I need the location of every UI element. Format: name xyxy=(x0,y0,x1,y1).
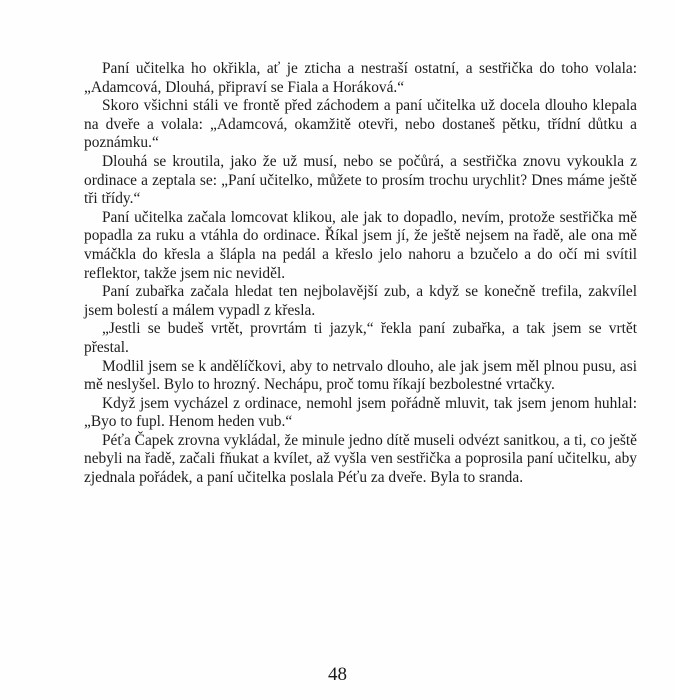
paragraph: Paní učitelka ho okřikla, ať je zticha a nestraší ostatní, a sestřička do toho volala: „Adamcová, Dlouhá, připraví se Fiala a Horáková.“ xyxy=(84,60,637,96)
body-text xyxy=(84,60,637,488)
paragraph: Dlouhá se kroutila, jako že už musí, nebo se počůrá, a sestřička znovu vykoukla z ordinace a zeptala se: „Paní učitelko, můžete to prosím trochu urychlit? Dnes máme ještě tři třídy.“ xyxy=(84,152,637,208)
paragraph: Péťa Čapek zrovna vykládal, že minule jedno dítě museli odvézt sanitkou, a ti, co ještě nebyli na řadě, začali fňukat a kvílet, až vyšla ven sestřička a poprosila paní učitelku, aby zjednala pořádek, a paní učitelka poslala Péťu za dveře. Byla to sranda. xyxy=(84,431,637,487)
paragraph: Paní učitelka začala lomcovat klikou, ale jak to dopadlo, nevím, protože sestřička mě popadla za ruku a vtáhla do ordinace. Říkal jsem jí, že ještě nejsem na řadě, ale ona mě vmáčkla do křesla a šlápla na pedál a křeslo jelo nahoru a bzučelo a do očí mi svítil reflektor, takže jsem nic neviděl. xyxy=(84,208,637,282)
paragraph: Když jsem vycházel z ordinace, nemohl jsem pořádně mluvit, tak jsem jenom huhlal: „Byo to fupl. Henom heden vub.“ xyxy=(84,394,637,431)
paragraph: Modlil jsem se k andělíčkovi, aby to netrvalo dlouho, ale jak jsem měl plnou pusu, asi mě neslyšel. Bylo to hrozný. Nechápu, proč tomu říkají bezbolestné vrtačky. xyxy=(84,357,637,394)
paragraph: Skoro všichni stáli ve frontě před záchodem a paní učitelka už docela dlouho klepala na dveře a volala: „Adamcová, okamžitě otevři, nebo dostaneš pětku, třídní důtku a poznámku.“ xyxy=(84,97,637,152)
paragraph: Paní zubařka začala hledat ten nejbolavější zub, a když se konečně trefila, zakvílel jsem bolestí a málem vypadl z křesla. xyxy=(84,283,637,319)
paragraph: „Jestli se budeš vrtět, provrtám ti jazyk,“ řekla paní zubařka, a tak jsem se vrtět přestal. xyxy=(84,320,637,356)
page-number: 48 xyxy=(328,664,347,685)
